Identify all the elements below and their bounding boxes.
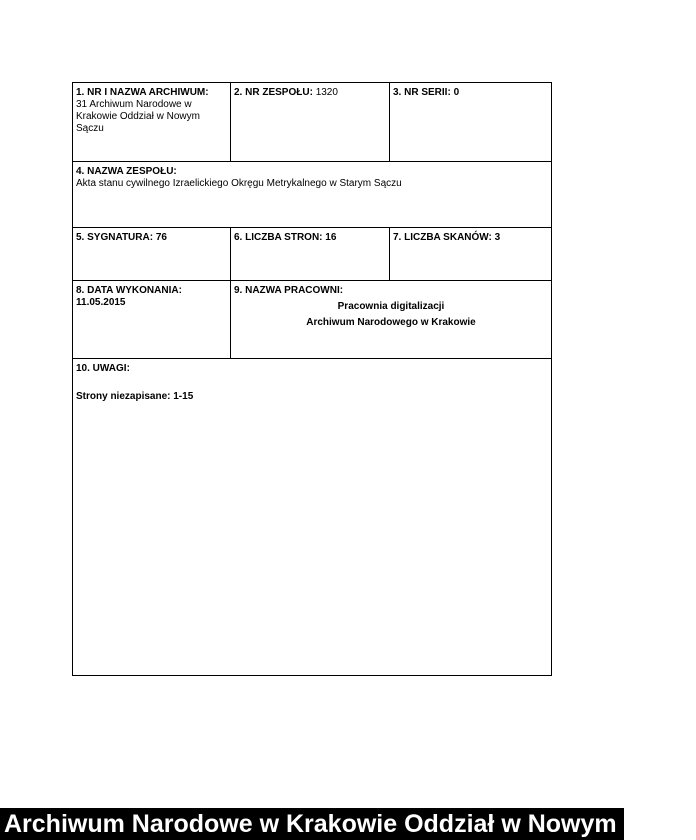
field-date-value: 11.05.2015 bbox=[76, 297, 126, 308]
field-page-count bbox=[231, 228, 390, 280]
field-page-count-value: 16 bbox=[325, 232, 337, 243]
field-scan-count-value: 3 bbox=[494, 232, 501, 243]
field-archive-value-line-2: Krakowie Oddział w Nowym bbox=[76, 111, 200, 122]
field-workshop-label: 9. NAZWA PRACOWNI: bbox=[234, 285, 344, 296]
field-scan-count bbox=[390, 228, 551, 280]
field-fonds-name bbox=[73, 162, 551, 227]
metadata-form bbox=[72, 82, 552, 676]
form-row-3 bbox=[73, 228, 551, 281]
field-remarks-label: 10. UWAGI: bbox=[76, 363, 130, 374]
footer-banner: Archiwum Narodowe w Krakowie Oddział w Nowym Sączu bbox=[0, 808, 624, 840]
form-row-4 bbox=[73, 281, 551, 359]
field-remarks-value: Strony niezapisane: 1-15 bbox=[76, 391, 194, 402]
field-series-number bbox=[390, 83, 551, 161]
form-row-1 bbox=[73, 83, 551, 162]
field-archive-label: 1. NR I NAZWA ARCHIWUM: bbox=[76, 87, 209, 98]
field-remarks bbox=[73, 359, 551, 675]
field-fonds-name-value: Akta stanu cywilnego Izraelickiego Okręgu Metrykalnego w Starym Sączu bbox=[76, 178, 402, 189]
form-row-2 bbox=[73, 162, 551, 228]
field-signature bbox=[73, 228, 231, 280]
field-workshop-value-line-1: Pracownia digitalizacji bbox=[337, 301, 445, 312]
field-series-number-value: 0 bbox=[453, 87, 460, 98]
field-signature-value: 76 bbox=[155, 232, 167, 243]
field-scan-count-label: 7. LICZBA SKANÓW: bbox=[393, 232, 492, 243]
field-date bbox=[73, 281, 231, 358]
field-signature-label: 5. SYGNATURA: bbox=[76, 232, 154, 243]
form-row-5 bbox=[73, 359, 551, 675]
field-fonds-name-label: 4. NAZWA ZESPOŁU: bbox=[76, 166, 177, 177]
field-workshop bbox=[231, 281, 551, 358]
field-archive bbox=[73, 83, 231, 161]
field-page-count-label: 6. LICZBA STRON: bbox=[234, 232, 323, 243]
field-series-number-label: 3. NR SERII: bbox=[393, 87, 451, 98]
field-fonds-number-label: 2. NR ZESPOŁU: bbox=[234, 87, 313, 98]
field-archive-value-line-1: 31 Archiwum Narodowe w bbox=[76, 99, 192, 110]
field-fonds-number bbox=[231, 83, 390, 161]
field-workshop-value-line-2: Archiwum Narodowego w Krakowie bbox=[306, 317, 476, 328]
field-fonds-number-value: 1320 bbox=[315, 87, 338, 98]
field-date-label: 8. DATA WYKONANIA: bbox=[76, 285, 182, 296]
field-archive-value-line-3: Sączu bbox=[76, 123, 104, 134]
